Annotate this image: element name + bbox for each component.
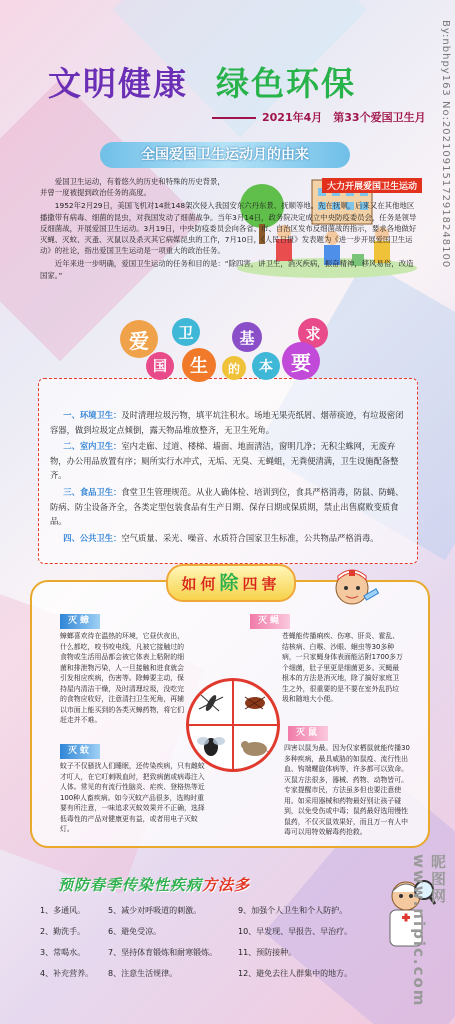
heading-bubble: 要 (282, 342, 320, 380)
heading-bubble: 求 (298, 318, 328, 348)
requirement-text: 食堂卫生管理规范。从业人确体检、培训到位，食具严格消毒，防鼠、防蝇、防病、防尘设备齐全，各类定型包装食品有生产日期、保存日期或保质期，禁止出售腐败变质食品。 (50, 486, 404, 527)
requirement-item (50, 439, 406, 483)
origin-text (40, 176, 418, 283)
tip: 4、补充营养。 (40, 969, 94, 978)
requirement-label: 二、室内卫生： (63, 441, 122, 452)
tip: 7、坚持体育锻炼和耐寒锻炼。 (108, 948, 218, 957)
tip: 6、避免受凉。 (108, 927, 162, 936)
watermark-site: 昵图网 www.nipic.com (410, 854, 447, 1008)
prevention-tips (40, 900, 380, 984)
tip: 5、减少对呼吸道的刺激。 (108, 906, 202, 915)
origin-paragraph: 爱国卫生运动，有着悠久的历史和特殊的历史背景，并曾一度被提到政治任务的高度。 (40, 177, 225, 198)
pests-image (186, 678, 280, 772)
pests-heading (166, 564, 296, 602)
title-part-1: 文明健康 (48, 64, 188, 103)
tip: 2、勤洗手。 (40, 927, 86, 936)
fly-icon (197, 737, 225, 756)
tips-row (40, 900, 380, 921)
requirement-label: 三、食品卫生： (63, 486, 122, 497)
origin-heading: 全国爱国卫生运动月的由来 (100, 142, 350, 168)
requirements-list (50, 408, 406, 547)
poster-subtitle (212, 109, 426, 125)
subtitle-text: 2021年4月 第33个爱国卫生月 (262, 111, 426, 124)
tip: 12、避免去往人群集中的地方。 (238, 969, 353, 978)
heading-bubble: 国 (146, 352, 174, 380)
requirement-text: 及时清理垃圾污物，填平坑注积水。场地无果壳纸屑、烟蒂痰迹，有垃圾密闭容器，做到垃圾定点倾倒，露天物品堆放整齐，无卫生死角。 (50, 410, 404, 435)
heading-bubble: 生 (182, 348, 216, 382)
tips-row (40, 921, 380, 942)
pests-heading-pre: 如何 (181, 575, 220, 593)
title-part-2: 绿色环保 (216, 64, 356, 103)
heading-bubble: 的 (222, 356, 246, 380)
prevention-heading-tail: 方法多 (202, 876, 251, 894)
heading-bubble: 基 (232, 322, 262, 352)
mosquito-text: 蚊子不仅骚扰人们睡眠，还传染疾病，只有雌蚊才叮人，在它叮刺吸血时，把致病菌或病毒注入人体。常见的有流行性脑炎、疟疾、登格热等近100种人畜疾病。如今灭蚊产品很多，选购时重要有所注意，一味追求灭蚊效果并不正确，选择低毒性的产品对健康更有益，或者用电子灭蚊灯。 (60, 762, 205, 833)
fly-text: 苍蝇能传播痢疾、伤寒、肝炎、霍乱、结核病、白喉、沙眼、蛔虫等30多种病，一只家蝇身体表面能沾附1700多万个细菌，肚子里更是细菌更多。灭蝇最根本的方法是消灭地，除了搞好家庭卫生之外，很重要的是不要在室外乱扔垃圾和随地大小便。 (282, 632, 403, 703)
pests-heading-post: 四害 (242, 575, 281, 593)
prevention-heading (58, 874, 250, 895)
watermark-id: By:nbhpy163 No:20210915172918248100 (440, 20, 451, 269)
mosquito-icon (199, 694, 223, 713)
tips-row (40, 963, 380, 984)
requirement-item (50, 408, 406, 437)
origin-paragraph: 1952年2月29日，美国飞机对14批148架次侵入我国安东六丹东景、抚顺等地。先在抚顺，后来又在其他地区播撒带有病毒、细菌的昆虫，对我国发动了细菌战争。当年3月14日，政务院决定成立中央防疫委员会，任务是领导反细菌战，开展爱国卫生运动。3月19日，中央防疫委员会向各省、市、自治区发布反细菌战的指示，要求各地做好灭蝇、灭蚊、灭蚤、灭鼠以及杀灭其它病媒昆虫的工作，7月10日，《人民日报》发表题为《进一步开展爱国卫生运动》的社论，指出爱国卫生运动是一项重大的政治任务。 (40, 201, 417, 256)
requirement-label: 一、环境卫生： (63, 410, 122, 420)
tips-row (40, 942, 380, 963)
cockroach-icon (245, 697, 265, 709)
poster-title (48, 58, 356, 105)
requirements-heading (112, 318, 352, 384)
tip: 10、早发现、早报告、早治疗。 (238, 927, 353, 936)
pests-heading-big: 除 (219, 572, 243, 594)
subtitle-dash (212, 117, 256, 119)
tip: 8、注意生活规律。 (108, 969, 178, 978)
requirement-item (50, 531, 406, 546)
cockroach-text: 蟑螂喜欢待在温热的环境，它昼伏夜出，什么都吃，咬书咬电线，凡被它接触过的食物或生活用品都会被它体表上粘附的细菌和排泄物污染，人一旦接触和进食就会引发相应疾病，伤害等。除蟑要主动，保持屋内清洁干燥，及时清理垃圾，没吃完的食物应收好，注意清扫卫生死角，再辅以市面上能买到的各类灭蟑药物，将它们赶走并不难。 (60, 632, 185, 724)
tip: 9、加强个人卫生和个人防护。 (238, 906, 348, 915)
tag-mosquito: 灭蚊 (60, 744, 100, 759)
four-pests-icon (189, 681, 277, 769)
tip: 1、多通风。 (40, 906, 86, 915)
rat-text: 四害以鼠为最。因为仅家栖鼠就能传播30多种疾病，最具威胁的如鼠疫、流行性出血、钩端螺旋体病等，许多都可以致命。灭鼠方法很多，器械、药物、动物皆可。专家提醒市民，方法虽多但也要注意使用。如采用器械和药物最好别让孩子碰到，以免受伤或中毒；鼠药最好选用慢性鼠药，不仅灭鼠效果好，而且万一有人中毒可以用特效解毒药抢救。 (284, 744, 410, 836)
prevention-heading-main: 预防春季传染性疾病 (58, 876, 203, 894)
tip: 11、预防接种。 (238, 948, 297, 957)
nurse-icon (330, 566, 380, 614)
requirement-label: 四、公共卫生： (63, 532, 122, 543)
origin-paragraph: 近年来进一步明确，爱国卫生运动的任务和目的是：“除四害，讲卫生，消灭疾病，振奋精神，移风易俗，改造国家。” (40, 259, 414, 280)
tip: 3、常喝水。 (40, 948, 86, 957)
heading-bubble: 本 (252, 352, 280, 380)
requirement-text: 室内走廊、过道、楼梯、墙面、地面清洁，窗明几净；无积尘蛛网，无废弃物，办公用品放置有序；厕所实行水冲式，无垢、无臭、无蝇蛆，无粪便清满，卫生设施配备整齐。 (50, 441, 399, 481)
heading-bubble: 卫 (172, 318, 200, 346)
illustration-label: 大力开展爱国卫生运动 (322, 178, 422, 193)
tag-fly: 灭蝇 (250, 614, 290, 629)
requirement-item (50, 485, 406, 529)
tag-rat: 灭鼠 (288, 726, 328, 741)
requirement-text: 空气质量、采光、噪音、水质符合国家卫生标准，公共物品严格消毒。 (121, 532, 379, 543)
heading-bubble: 爱 (120, 320, 158, 358)
tag-cockroach: 灭蟑 (60, 614, 100, 629)
